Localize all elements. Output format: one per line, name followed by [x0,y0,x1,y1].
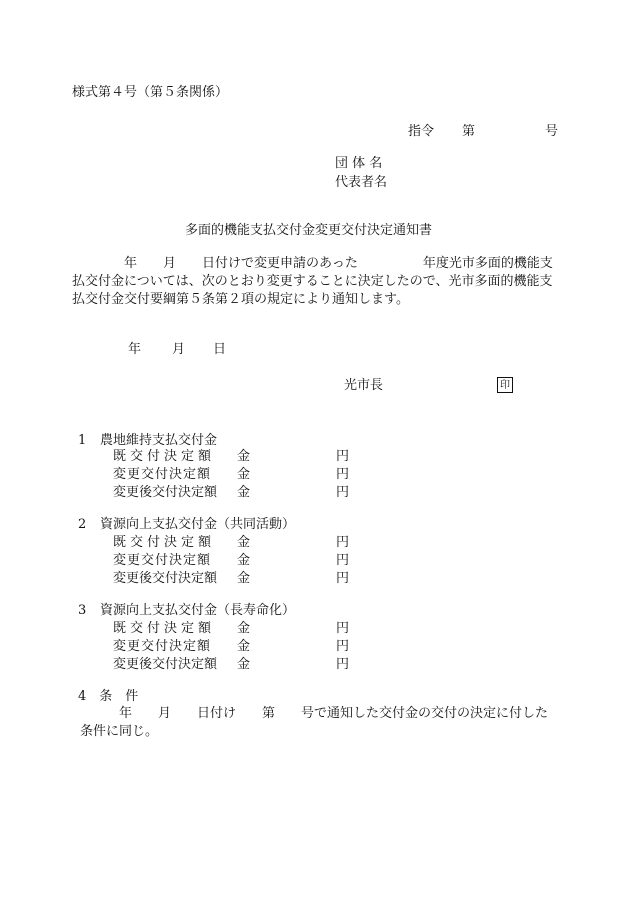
form-label: 様式第４号（第５条関係） [72,85,229,100]
section-2-row-3-label: 変更後交付決定額 [113,571,218,586]
recipient-representative: 代表者名 [335,175,388,190]
section-1-row-1-label: 既交付決定額 [113,449,216,464]
section-3-row-1-kin: 金 [237,621,251,636]
section-1-number: 1 [78,433,87,448]
seal-stamp [497,377,513,393]
section-1-row-3-yen: 円 [336,485,350,500]
section-2-row-1-kin: 金 [237,535,251,550]
section-1-row-2-kin: 金 [237,467,251,482]
date-month: 月 [172,342,186,357]
conditions-heading: 4 条 件 [78,689,139,704]
section-2-row-2-kin: 金 [237,553,251,568]
section-3-row-3-yen: 円 [336,657,350,672]
section-3-row-3-label: 変更後交付決定額 [113,657,218,672]
date-year: 年 [128,342,142,357]
reference-shirei: 指令 [408,124,435,139]
section-3-title: 資源向上支払交付金（長寿命化） [100,603,296,618]
section-3-row-3-kin: 金 [237,657,251,672]
section-1-row-3-kin: 金 [237,485,251,500]
section-2-number: 2 [78,517,87,532]
seal-char: 印 [500,380,510,391]
recipient-org-name: 団 体 名 [335,156,383,171]
issuer-name: 光市長 [344,378,384,393]
section-1-row-3-label: 変更後交付決定額 [113,485,218,500]
section-3-number: 3 [78,603,87,618]
section-2-row-1-yen: 円 [336,535,350,550]
section-3-row-2-label: 変更交付決定額 [113,639,212,654]
body-paragraph: 年 月 日付けで変更申請のあった 年度光市多面的機能支払交付金については、次のとおり変更することに決定したので、光市多面的機能支払交付金交付要綱第５条第２項の規定により通知します。 [72,256,553,307]
section-3-row-1-yen: 円 [336,621,350,636]
section-3-row-2-yen: 円 [336,639,350,654]
section-1-row-2-yen: 円 [336,467,350,482]
reference-go: 号 [545,124,559,139]
section-2-row-1-label: 既交付決定額 [113,535,216,550]
date-day: 日 [213,342,227,357]
section-2-row-3-kin: 金 [237,571,251,586]
document-title: 多面的機能支払交付金変更交付決定通知書 [185,223,433,238]
conditions-text: 年 月 日付け 第 号で通知した交付金の交付の決定に付した条件に同じ。 [80,706,549,739]
section-1-row-2-label: 変更交付決定額 [113,467,212,482]
reference-dai: 第 [462,124,476,139]
section-1-row-1-kin: 金 [237,449,251,464]
section-2-title: 資源向上支払交付金（共同活動） [100,517,296,532]
section-2-row-2-yen: 円 [336,553,350,568]
section-2-row-2-label: 変更交付決定額 [113,553,212,568]
section-2-row-3-yen: 円 [336,571,350,586]
section-1-row-1-yen: 円 [336,449,350,464]
section-3-row-1-label: 既交付決定額 [113,621,216,636]
section-3-row-2-kin: 金 [237,639,251,654]
section-1-title: 農地維持支払交付金 [100,433,218,448]
